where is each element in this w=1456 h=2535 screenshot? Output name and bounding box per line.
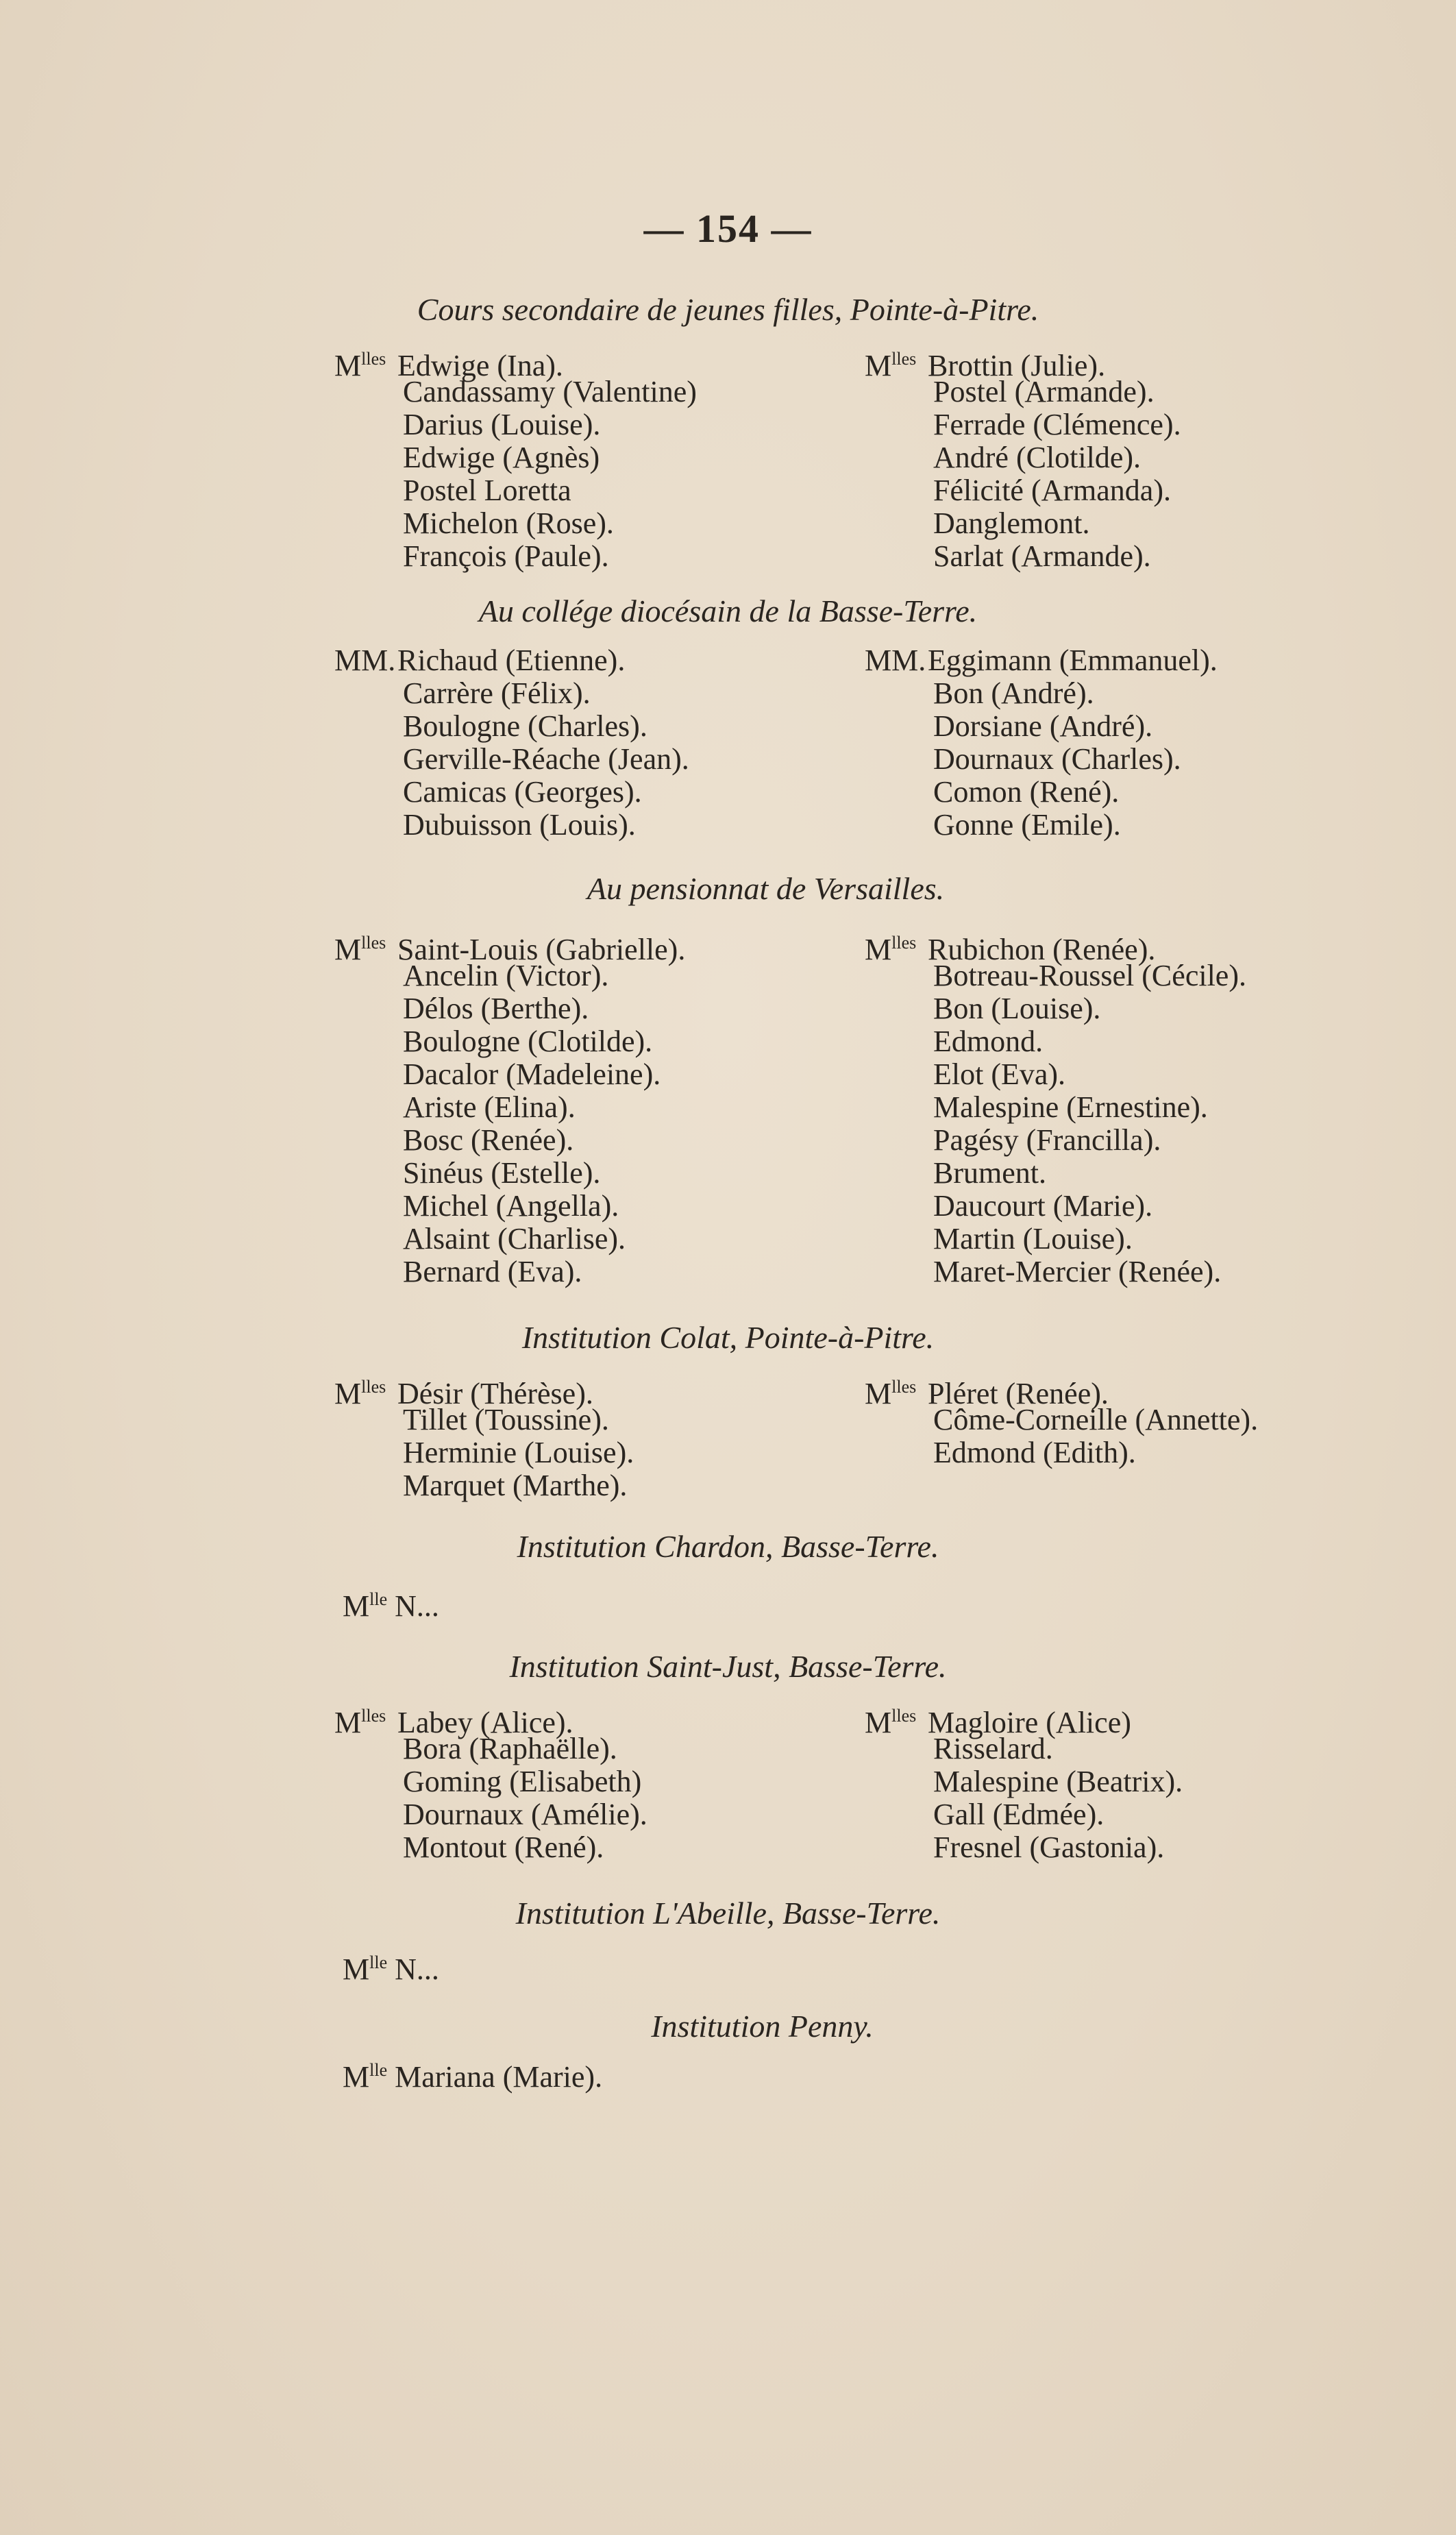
person-name: Dournaux (Amélie). xyxy=(403,1798,647,1831)
list-item xyxy=(334,809,689,842)
name-column-right xyxy=(865,927,1246,1288)
person-name: Elot (Eva). xyxy=(933,1057,1066,1091)
list-item xyxy=(865,441,1181,474)
list-item xyxy=(865,776,1218,809)
list-item xyxy=(334,1765,647,1798)
honorific-prefix xyxy=(334,644,397,677)
person-name: Montout (René). xyxy=(403,1830,604,1864)
honorific-base: M xyxy=(334,349,362,382)
page-number: — 154 — xyxy=(643,206,813,251)
list-item xyxy=(865,474,1181,507)
honorific-superscript: lles xyxy=(361,349,386,369)
list-item xyxy=(334,644,689,677)
list-item xyxy=(334,1223,685,1256)
section-heading: Au pensionnat de Versailles. xyxy=(587,871,945,906)
person-name: Côme-Corneille (Annette). xyxy=(933,1403,1259,1436)
list-item xyxy=(865,927,1246,966)
honorific-base: MM. xyxy=(865,644,926,677)
person-name: Gerville-Réache (Jean). xyxy=(403,742,689,776)
section-heading: Institution Chardon, Basse-Terre. xyxy=(517,1529,939,1564)
person-name: Rubichon (Renée). xyxy=(928,933,1156,966)
person-name: Gonne (Emile). xyxy=(933,808,1121,842)
list-item xyxy=(334,1798,647,1831)
person-name: Tillet (Toussine). xyxy=(403,1403,609,1436)
person-name: N... xyxy=(395,1589,439,1623)
person-name: Mariana (Marie). xyxy=(395,2060,603,2094)
honorific-superscript: lles xyxy=(891,933,917,953)
person-name: Brument. xyxy=(933,1156,1046,1190)
honorific-superscript: lle xyxy=(369,1952,388,1972)
name-column-right xyxy=(865,1700,1183,1864)
person-name: Malespine (Ernestine). xyxy=(933,1090,1208,1124)
list-item xyxy=(334,1371,634,1410)
list-item xyxy=(334,1831,647,1864)
person-name: André (Clotilde). xyxy=(933,441,1142,474)
section-heading: Au collége diocésain de la Basse-Terre. xyxy=(478,593,978,628)
section-heading: Institution L'Abeille, Basse-Terre. xyxy=(515,1896,941,1931)
person-name: Félicité (Armanda). xyxy=(933,474,1171,507)
list-item xyxy=(865,1436,1258,1469)
list-item xyxy=(334,1124,685,1157)
list-item xyxy=(865,507,1181,540)
person-name: Eggimann (Emmanuel). xyxy=(928,644,1218,677)
person-name: Bosc (Renée). xyxy=(403,1123,574,1157)
person-name: Postel Loretta xyxy=(403,474,571,507)
person-name: Boulogne (Charles). xyxy=(403,709,647,743)
list-item xyxy=(334,540,697,573)
person-name: François (Paule). xyxy=(403,539,609,573)
section-heading: Institution Penny. xyxy=(651,2009,874,2044)
list-item xyxy=(334,1404,634,1436)
list-item xyxy=(865,1831,1183,1864)
person-name: Martin (Louise). xyxy=(933,1222,1133,1256)
honorific-prefix xyxy=(343,1952,387,1986)
person-name: Darius (Louise). xyxy=(403,408,601,441)
name-column-right xyxy=(865,343,1181,573)
section-heading: Cours secondaire de jeunes filles, Pointe-à-Pitre. xyxy=(417,292,1039,327)
person-name: Délos (Berthe). xyxy=(403,992,589,1025)
person-name: Richaud (Etienne). xyxy=(397,644,626,677)
list-item xyxy=(865,1190,1246,1223)
person-name: Gall (Edmée). xyxy=(933,1798,1105,1831)
list-item xyxy=(865,809,1218,842)
list-item xyxy=(334,1700,647,1739)
honorific-superscript: lles xyxy=(891,1706,917,1726)
honorific-superscript: lles xyxy=(891,349,917,369)
list-item xyxy=(865,959,1246,992)
list-item xyxy=(865,743,1218,776)
section-heading: Institution Colat, Pointe-à-Pitre. xyxy=(521,1320,935,1355)
name-column-right xyxy=(865,644,1218,842)
honorific-base: M xyxy=(865,933,892,966)
person-name: Ferrade (Clémence). xyxy=(933,408,1181,441)
honorific-base: M xyxy=(334,1706,362,1739)
person-name: Danglemont. xyxy=(933,506,1090,540)
list-item xyxy=(865,1157,1246,1190)
honorific-base: M xyxy=(343,1952,370,1986)
list-item xyxy=(334,1190,685,1223)
list-item xyxy=(865,343,1181,382)
list-item xyxy=(865,1700,1183,1739)
list-item xyxy=(334,1025,685,1058)
person-name: Ariste (Elina). xyxy=(403,1090,576,1124)
list-item xyxy=(343,1952,439,1987)
honorific-base: M xyxy=(865,1706,892,1739)
person-name: Goming (Elisabeth) xyxy=(403,1765,642,1798)
list-item xyxy=(334,677,689,710)
person-name: Labey (Alice). xyxy=(397,1706,573,1739)
list-item xyxy=(334,441,697,474)
list-item xyxy=(334,408,697,441)
list-item xyxy=(334,376,697,408)
list-item xyxy=(334,710,689,743)
person-name: Magloire (Alice) xyxy=(928,1706,1131,1739)
person-name: Herminie (Louise). xyxy=(403,1436,634,1469)
person-name: Postel (Armande). xyxy=(933,375,1155,408)
list-item xyxy=(865,1223,1246,1256)
name-column-left xyxy=(334,343,697,573)
person-name: Sarlat (Armande). xyxy=(933,539,1151,573)
list-item xyxy=(865,1404,1258,1436)
name-column-left xyxy=(334,1371,634,1502)
list-item xyxy=(865,992,1246,1025)
name-column-left xyxy=(334,927,685,1288)
list-item xyxy=(334,1256,685,1288)
person-name: Dacalor (Madeleine). xyxy=(403,1057,661,1091)
person-name: Pléret (Renée). xyxy=(928,1377,1109,1410)
list-item xyxy=(865,1025,1246,1058)
list-item xyxy=(334,1436,634,1469)
list-item xyxy=(865,1732,1183,1765)
list-item xyxy=(334,474,697,507)
person-name: Bora (Raphaëlle). xyxy=(403,1732,617,1765)
list-item xyxy=(865,540,1181,573)
person-name: Edwige (Ina). xyxy=(397,349,563,382)
list-item xyxy=(334,1732,647,1765)
person-name: Dournaux (Charles). xyxy=(933,742,1181,776)
honorific-superscript: lle xyxy=(369,2060,388,2080)
person-name: Bernard (Eva). xyxy=(403,1255,582,1288)
person-name: Dorsiane (André). xyxy=(933,709,1153,743)
person-name: Comon (René). xyxy=(933,775,1120,809)
person-name: Camicas (Georges). xyxy=(403,775,642,809)
list-item xyxy=(334,959,685,992)
person-name: Edmond. xyxy=(933,1025,1044,1058)
list-item xyxy=(865,677,1218,710)
honorific-base: MM. xyxy=(334,644,396,677)
honorific-base: M xyxy=(334,1377,362,1410)
person-name: Bon (Louise). xyxy=(933,992,1101,1025)
honorific-superscript: lles xyxy=(361,1706,386,1726)
honorific-base: M xyxy=(334,933,362,966)
list-item xyxy=(334,743,689,776)
honorific-superscript: lles xyxy=(361,933,386,953)
list-item xyxy=(334,776,689,809)
list-item xyxy=(334,1157,685,1190)
honorific-prefix xyxy=(865,644,928,677)
list-item xyxy=(334,507,697,540)
list-item xyxy=(865,1091,1246,1124)
name-column-right xyxy=(865,1371,1258,1469)
person-name: Pagésy (Francilla). xyxy=(933,1123,1161,1157)
name-column-left xyxy=(334,1700,647,1864)
person-name: Daucourt (Marie). xyxy=(933,1189,1153,1223)
person-name: Sinéus (Estelle). xyxy=(403,1156,601,1190)
list-item xyxy=(334,992,685,1025)
list-item xyxy=(343,1589,439,1624)
honorific-superscript: lles xyxy=(891,1377,917,1397)
person-name: Saint-Louis (Gabrielle). xyxy=(397,933,686,966)
person-name: Botreau-Roussel (Cécile). xyxy=(933,959,1246,992)
person-name: Ancelin (Victor). xyxy=(403,959,609,992)
person-name: Candassamy (Valentine) xyxy=(403,375,697,408)
list-item xyxy=(865,408,1181,441)
person-name: Dubuisson (Louis). xyxy=(403,808,636,842)
honorific-base: M xyxy=(343,2060,370,2094)
list-item xyxy=(865,1371,1258,1410)
list-item xyxy=(865,1765,1183,1798)
person-name: Boulogne (Clotilde). xyxy=(403,1025,653,1058)
person-name: Brottin (Julie). xyxy=(928,349,1106,382)
list-item xyxy=(865,644,1218,677)
person-name: Edwige (Agnès) xyxy=(403,441,600,474)
person-name: Maret-Mercier (Renée). xyxy=(933,1255,1222,1288)
honorific-base: M xyxy=(865,1377,892,1410)
person-name: Edmond (Edith). xyxy=(933,1436,1136,1469)
person-name: N... xyxy=(395,1952,439,1986)
person-name: Fresnel (Gastonia). xyxy=(933,1830,1165,1864)
honorific-superscript: lles xyxy=(361,1377,386,1397)
honorific-superscript: lle xyxy=(369,1589,388,1609)
list-item xyxy=(865,1058,1246,1091)
person-name: Marquet (Marthe). xyxy=(403,1469,628,1502)
person-name: Malespine (Beatrix). xyxy=(933,1765,1183,1798)
person-name: Bon (André). xyxy=(933,676,1094,710)
honorific-base: M xyxy=(865,349,892,382)
honorific-base: M xyxy=(343,1589,370,1623)
list-item xyxy=(865,1256,1246,1288)
list-item xyxy=(334,1469,634,1502)
list-item xyxy=(865,710,1218,743)
list-item xyxy=(334,343,697,382)
list-item xyxy=(343,2059,602,2094)
honorific-prefix xyxy=(343,2060,387,2094)
list-item xyxy=(334,1058,685,1091)
person-name: Désir (Thérèse). xyxy=(397,1377,593,1410)
list-item xyxy=(334,927,686,966)
person-name: Alsaint (Charlise). xyxy=(403,1222,626,1256)
person-name: Michelon (Rose). xyxy=(403,506,614,540)
person-name: Risselard. xyxy=(933,1732,1053,1765)
list-item xyxy=(865,1124,1246,1157)
list-item xyxy=(865,376,1181,408)
list-item xyxy=(334,1091,685,1124)
person-name: Michel (Angella). xyxy=(403,1189,619,1223)
person-name: Carrère (Félix). xyxy=(403,676,591,710)
honorific-prefix xyxy=(343,1589,387,1623)
section-heading: Institution Saint-Just, Basse-Terre. xyxy=(509,1649,947,1684)
list-item xyxy=(865,1798,1183,1831)
name-column-left xyxy=(334,644,689,842)
